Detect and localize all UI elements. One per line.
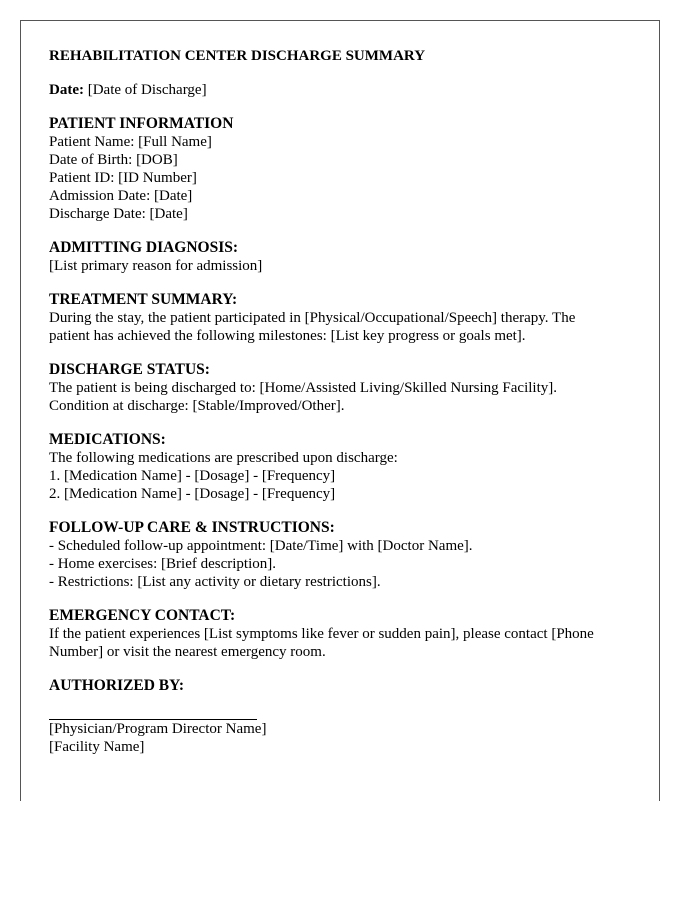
date-of-birth-line: Date of Birth: [DOB] bbox=[49, 152, 178, 168]
document-title: REHABILITATION CENTER DISCHARGE SUMMARY bbox=[49, 48, 426, 64]
follow-up-heading: FOLLOW-UP CARE & INSTRUCTIONS: bbox=[49, 519, 335, 536]
discharge-date-field-line: Discharge Date: [Date] bbox=[49, 206, 188, 222]
discharge-destination-line: The patient is being discharged to: [Home/Assisted Living/Skilled Nursing Facility]. bbox=[49, 380, 557, 396]
treatment-summary-section bbox=[49, 291, 649, 345]
follow-up-item: - Home exercises: [Brief description]. bbox=[49, 556, 276, 572]
follow-up-item: - Scheduled follow-up appointment: [Date/Time] with [Doctor Name]. bbox=[49, 538, 473, 554]
medication-item: 2. [Medication Name] - [Dosage] - [Frequency] bbox=[49, 486, 336, 502]
emergency-contact-line: If the patient experiences [List symptoms like fever or sudden pain], please contact [Phone bbox=[49, 626, 594, 642]
emergency-contact-section bbox=[49, 607, 649, 661]
facility-name: [Facility Name] bbox=[49, 739, 145, 755]
discharge-date-line bbox=[49, 81, 649, 99]
admitting-diagnosis-heading: ADMITTING DIAGNOSIS: bbox=[49, 239, 239, 256]
discharge-condition-line: Condition at discharge: [Stable/Improved/Other]. bbox=[49, 398, 345, 414]
patient-id-line: Patient ID: [ID Number] bbox=[49, 170, 197, 186]
admitting-diagnosis-text: [List primary reason for admission] bbox=[49, 258, 263, 274]
document-content bbox=[49, 47, 649, 772]
date-label: Date: bbox=[49, 82, 84, 98]
treatment-summary-line: patient has achieved the following milestones: [List key progress or goals met]. bbox=[49, 328, 526, 344]
medication-item: 1. [Medication Name] - [Dosage] - [Frequency] bbox=[49, 468, 336, 484]
treatment-summary-heading: TREATMENT SUMMARY: bbox=[49, 291, 238, 308]
medications-intro: The following medications are prescribed upon discharge: bbox=[49, 450, 398, 466]
patient-name-line: Patient Name: [Full Name] bbox=[49, 134, 212, 150]
document-page bbox=[20, 20, 660, 801]
treatment-summary-line: During the stay, the patient participated in [Physical/Occupational/Speech] therapy. The bbox=[49, 310, 576, 326]
signatory-name: [Physician/Program Director Name] bbox=[49, 721, 267, 737]
date-value: [Date of Discharge] bbox=[83, 82, 207, 98]
admission-date-line: Admission Date: [Date] bbox=[49, 188, 193, 204]
authorized-by-section bbox=[49, 677, 649, 756]
patient-information-heading: PATIENT INFORMATION bbox=[49, 115, 234, 132]
medications-heading: MEDICATIONS: bbox=[49, 431, 166, 448]
patient-information-section bbox=[49, 115, 649, 223]
follow-up-section bbox=[49, 519, 649, 591]
emergency-contact-heading: EMERGENCY CONTACT: bbox=[49, 607, 236, 624]
emergency-contact-line: Number] or visit the nearest emergency room. bbox=[49, 644, 326, 660]
authorized-by-heading: AUTHORIZED BY: bbox=[49, 677, 185, 694]
admitting-diagnosis-section bbox=[49, 239, 649, 275]
discharge-status-heading: DISCHARGE STATUS: bbox=[49, 361, 210, 378]
medications-section bbox=[49, 431, 649, 503]
discharge-status-section bbox=[49, 361, 649, 415]
follow-up-item: - Restrictions: [List any activity or dietary restrictions]. bbox=[49, 574, 381, 590]
